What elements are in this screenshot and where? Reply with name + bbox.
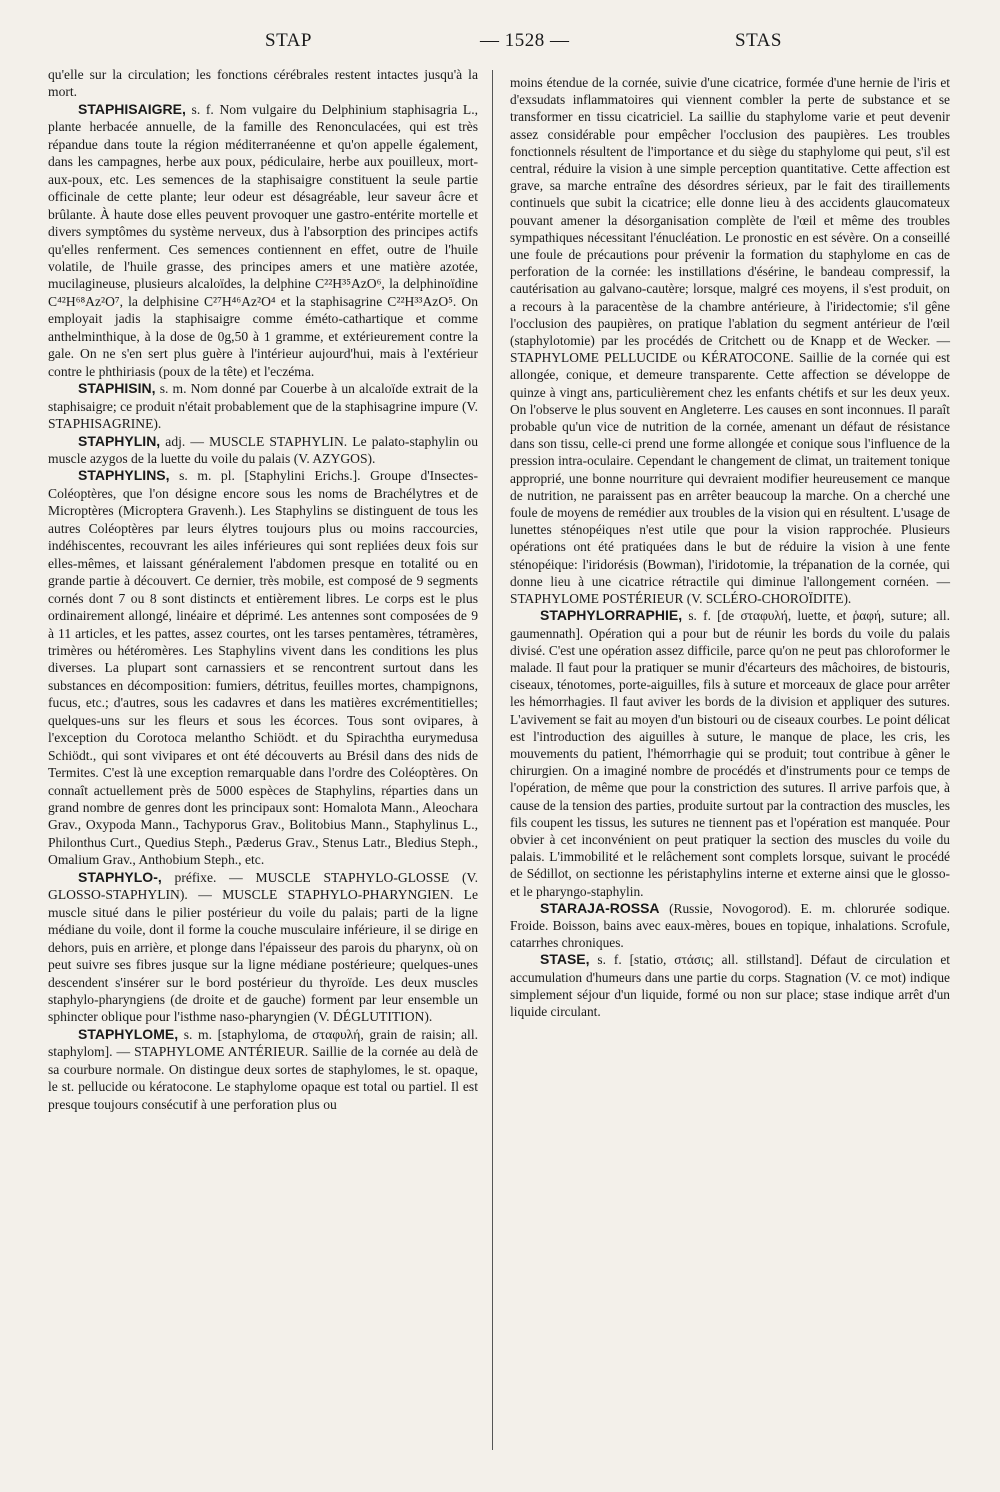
entry-headword: STASE,: [540, 951, 590, 968]
entry-staphylo: [48, 869, 478, 1026]
entry-headword: STAPHISAIGRE,: [78, 100, 186, 117]
left-column: [48, 66, 478, 1113]
right-column: [510, 74, 950, 1020]
entry-staphylin: [48, 433, 478, 468]
entry-body: s. f. [statio, στάσις; all. stillstand]. Défaut de circulation et accumulation d'humeurs dans une partie du corps. Stagnation (V. ce mot) indique simplement séjour d'un liquide, formé ou non sur place; stase indique arrêt d'un liquide circulant.: [510, 952, 950, 1019]
header-left-guide-word: STAP: [265, 30, 312, 51]
entry-body: s. m. [staphyloma, de σταφυλή, grain de raisin; all. staphylom]. — STAPHYLOME ANTÉRIEUR. Saillie de la cornée au delà de sa courbure normale. On distingue deux sortes de staphylomes, le st. opaque, le st. pellucide ou kératocone. Le staphylome opaque est total ou partiel. Il est presque toujours consécutif à une perforation plus ou: [48, 1026, 478, 1112]
entry-headword: STAPHYLIN,: [78, 432, 161, 449]
header-right-guide-word: STAS: [735, 30, 782, 51]
entry-body: adj. — MUSCLE STAPHYLIN. Le palato-staphylin ou muscle azygos de la luette du voile du palais (V. AZYGOS).: [48, 433, 478, 466]
column-divider: [492, 70, 493, 1450]
entry-body: s. f. Nom vulgaire du Delphinium staphisagria L., plante herbacée annuelle, de la famille des Renonculacées, qui est très répandue dans toute la région méditerranéenne et qu'on appelle également, dans les campagnes, herbe aux poux, pédiculaire, herbe aux pouilleux, mort-aux-poux, etc. Les semences de la staphisaigre constituent la seule partie officinale de cette plante; leur odeur est désagréable, leur saveur âcre et brûlante. À haute dose elles peuvent provoquer une gastro-entérite mortelle et divers symptômes du système nerveux, dus à l'absorption des principes actifs qu'elles renferment. Ces semences contiennent en effet, outre de l'huile volatile, de l'huile grasse, des principes amers et une matière azotée, mucilagineuse, plusieurs alcaloïdes, la delphine C²²H³⁵AzO⁶, la delphinoïdine C⁴²H⁶⁸Az²O⁷, la delphisine C²⁷H⁴⁶Az²O⁴ et la staphisagrine C²²H³³AzO⁵. On employait jadis la staphisaigre comme éméto-cathartique et comme anthelminthique, à la dose de 0g,50 à 1 gramme, et extérieurement contre la gale. On ne s'en sert plus guère à l'intérieur aujourd'hui, mais à l'extérieur contre le phthiriasis (poux de la tête) et l'eczéma.: [48, 101, 478, 379]
running-header: [40, 30, 960, 60]
entry-staphylorraphie: [510, 607, 950, 899]
entry-staphisaigre: [48, 101, 478, 380]
entry-body: (Russie, Novogorod). E. m. chlorurée sodique. Froide. Boisson, bains avec eaux-mères, boues en topique, inhalations. Scrofule, catarrhes chroniques.: [510, 900, 950, 951]
entry-headword: STARAJA-ROSSA: [540, 899, 660, 916]
entry-staphylome: [48, 1026, 478, 1113]
entry-headword: STAPHYLINS,: [78, 467, 170, 484]
continued-text: qu'elle sur la circulation; les fonctions cérébrales restent intactes jusqu'à la mort.: [48, 67, 478, 100]
continued-text: moins étendue de la cornée, suivie d'une cicatrice, formée d'une hernie de l'iris et d'exsudats inflammatoires qui viennent combler la perte de substance et se transformer en tissu cicatriciel. La saillie du staphylome varie et peut devenir assez considérable pour empêcher l'occlusion des paupières. Les troubles fonctionnels résultent de l'importance et du siège du staphylome qui peut, s'il est central, réduire la vision à une simple perception quantitative. Cette affection est grave, sa marche entraîne des désordres sérieux, par le fait des tiraillements continuels que subit la cicatrice; elle donne lieu à des accidents glaucomateux pouvant amener la désorganisation complète de l'œil et même des troubles sympathiques nécessitant l'énucléation. Le pronostic en est sévère. On a conseillé une foule de précautions pour prévenir la formation du staphylome en cas de perforation de la cornée: les instillations d'ésérine, le bandeau compressif, la cautérisation au galvano-cautère; lorsque, malgré ces moyens, il s'est produit, on a recours à la paracentèse de la chambre antérieure, à l'iridectomie; s'il gêne l'occlusion des paupières, on pratique l'ablation du segment antérieur de l'œil (staphylotomie) par les procédés de Critchett ou de Knapp et de Wecker. — STAPHYLOME PELLUCIDE ou KÉRATOCONE. Saillie de la cornée qui est allongée, conique, et demeure transparente. Cette affection se développe de quinze à vingt ans, particulièrement chez les enfants chétifs et sur les deux yeux. On l'observe le plus souvent en Angleterre. Les causes en sont inconnues. Il paraît probable qu'un vice de nutrition de la cornée, amenant un défaut de résistance dans son tissu, celle-ci prend une forme allongée et conique sous l'influence de la pression intra-oculaire. Cependant le changement de climat, un traitement tonique approprié, une bonne nourriture qui devraient modifier heureusement ce manque de nutrition, ne paraissent pas en arrêter beaucoup la marche. On a cherché une foule de moyens de remédier aux troubles de la vision qui en résultent. L'usage de lunettes sténopéiques n'est utile que pour la vision rapprochée. Plusieurs opérations ont été pratiquées dans le but de réduire la vision à une fente sténopéique: l'iridorésis (Bowman), l'iridotomie, la trépanation de la cornée, qui donne lieu à une cicatrice rétractile qui diminue l'allongement cornéen. — STAPHYLOME POSTÉRIEUR (V. SCLÉRO-CHOROÏDITE).: [510, 75, 950, 607]
entry-body: s. f. [de σταφυλή, luette, et ῥαφή, suture; all. gaumennath]. Opération qui a pour but de réunir les bords du voile du palais divisé. C'est une opération assez difficile, parce qu'on ne peut pas chloroformer le malade. Il faut pour la pratiquer se munir d'écarteurs des mâchoires, de bistouris, ciseaux, ténotomes, porte-aiguilles, fils à suture et morceaux de glace pour arrêter les hémorrhagies. Il faut aviver les bords de la division et appliquer des sutures. L'avivement se fait au moyen d'un bistouri ou de ciseaux courbes. Le point délicat est l'introduction des aiguilles à suture, le manque de place, les cris, les mouvements du patient, l'hémorrhagie qui se produit; tout contribue à gêner le chirurgien. On a imaginé nombre de procédés et d'instruments pour ce temps de l'opération, de même que pour la constriction des sutures. Il arrive parfois que, à cause de la tension des parties, produite surtout par la contraction des muscles, les fils coupent les tissus, les sutures ne tiennent pas et l'opération est manquée. Pour obvier à cet inconvénient on peut pratiquer la section des muscles du voile du palais. L'immobilité et le relâchement sont complets lorsque, suivant le procédé de Sédillot, on sectionne les péristaphylins interne et externe ainsi que le glosso- et le pharyngo-staphylin.: [510, 608, 950, 899]
entry-staraja-rossa: [510, 900, 950, 952]
entry-headword: STAPHYLO-,: [78, 868, 162, 885]
entry-staphisin: [48, 380, 478, 432]
entry-headword: STAPHISIN,: [78, 380, 156, 397]
page-number: — 1528 —: [480, 30, 570, 51]
entry-headword: STAPHYLOME,: [78, 1025, 179, 1042]
entry-stase: [510, 951, 950, 1020]
entry-headword: STAPHYLORRAPHIE,: [540, 607, 683, 624]
entry-body: s. m. Nom donné par Couerbe à un alcaloïde extrait de la staphisaigre; ce produit n'était probablement que de la staphisagrine impure (V. STAPHISAGRINE).: [48, 381, 478, 432]
entry-body: préfixe. — MUSCLE STAPHYLO-GLOSSE (V. GLOSSO-STAPHYLIN). — MUSCLE STAPHYLO-PHARYNGIEN. Le muscle situé dans le pilier postérieur du voile du palais; parti de la ligne médiane du voile, dont il forme la couche musculaire inférieure, il se dirige en dehors, puis en arrière, et plonge dans l'épaisseur des parois du pharynx, où on peut suivre ses fibres jusque sur la ligne médiane postérieure; quelques-unes descendent s'insérer sur le bord postérieur du thyroïde. Les deux muscles staphylo-pharyngiens (de droite et de gauche) forment par leur ensemble un sphincter oblique pour l'isthme naso-pharyngien (V. DÉGLUTITION).: [48, 869, 478, 1025]
entry-staphylins: [48, 467, 478, 868]
entry-body: s. m. pl. [Staphylini Erichs.]. Groupe d'Insectes-Coléoptères, que l'on désigne encore sous les noms de Brachélytres et de Microptères (Microptera Gravenh.). Les Staphylins se distinguent de tous les autres Coléoptères par leurs élytres toujours plus ou moins raccourcies, indéhiscentes, recouvrant les ailes inférieures qui sont repliées deux fois sur elles-mêmes, et laissant généralement l'abdomen presque en totalité ou en grande partie à découvert. Ce dernier, très mobile, est composé de 9 segments cornés dont 7 ou 8 sont distincts et entièrement libres. Le corps est le plus ordinairement allongé, linéaire et déprimé. Les antennes sont composées de 9 à 11 articles, et les pattes, assez courtes, ont les tarses pentamères, tétramères, trimères ou hétéromères. Les Staphylins vivent dans les conditions les plus diverses. La plupart sont carnassiers et se rencontrent surtout dans les substances en décomposition: fumiers, détritus, feuilles mortes, champignons, fucus, etc.; d'autres, sous les cadavres et dans les matières excrémentitielles; quelques-uns sur les fleurs et sous les écorces. Tous sont ovipares, à l'exception du Corotoca melantho Schiödt. et du Spirachtha eurymedusa Schiödt., qui sont vivipares et ont été découverts au Brésil dans des nids de Termites. C'est là une exception remarquable dans l'ordre des Coléoptères. On connaît actuellement près de 5000 espèces de Staphylins, réparties dans un grand nombre de genres dont les principaux sont: Homalota Mann., Aleochara Grav., Oxypoda Mann., Tachyporus Grav., Bolitobius Mann., Staphylinus L., Philonthus Curt., Quedius Steph., Pæderus Grav., Stenus Latr., Bledius Steph., Omalium Grav., Anthobium Steph., etc.: [48, 468, 478, 868]
